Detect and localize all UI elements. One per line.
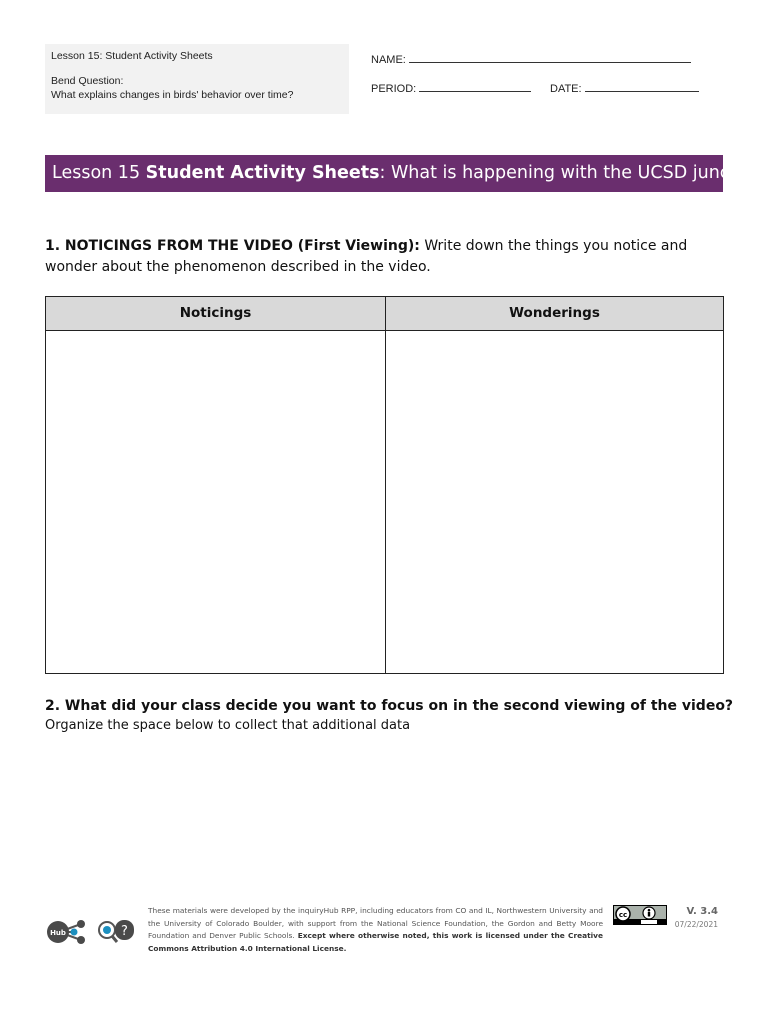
wonderings-header: Wonderings — [386, 297, 723, 331]
cc-by-badge[interactable] — [613, 905, 667, 925]
question-1-text: Write down the things you notice and wonder about the phenomenon described in the video. — [45, 238, 688, 275]
footer-license-text: Except where otherwise noted, this work is licensed under the Creative Commons Attribution 4.0 International License. — [148, 931, 603, 953]
lesson-info-box — [45, 44, 349, 114]
lesson-label: Lesson 15: Student Activity Sheets — [51, 50, 213, 62]
question-2 — [45, 696, 735, 735]
noticings-header: Noticings — [46, 297, 385, 331]
name-field[interactable] — [371, 52, 691, 66]
bend-question-text: What explains changes in birds' behavior over time? — [51, 89, 294, 101]
inquiryhub-logo-icon — [45, 918, 90, 946]
bend-question-label: Bend Question: — [51, 75, 124, 87]
wonderings-cell[interactable] — [386, 331, 723, 673]
footer-credit-text: These materials were developed by the inquiryHub RPP, including educators from CO and IL, Northwestern University and the University of Colorado Boulder, with support from the National Science Foundation, the Gordon and Betty Moore Foundation and Denver Public Schools. — [148, 906, 603, 940]
noticings-wonderings-table — [45, 296, 724, 674]
version-date: 07/22/2021 — [674, 920, 718, 929]
noticings-cell[interactable] — [46, 331, 385, 673]
period-line[interactable] — [419, 81, 531, 92]
svg-text:cc: cc — [618, 911, 628, 919]
footer-credits — [148, 905, 603, 955]
date-label: DATE: — [550, 83, 582, 95]
date-field[interactable] — [550, 81, 699, 95]
svg-text:?: ? — [121, 924, 128, 939]
noticings-column — [46, 297, 386, 673]
question-2-heading: 2. What did your class decide you want to focus on in the second viewing of the video? — [45, 698, 734, 714]
period-label: PERIOD: — [371, 83, 417, 95]
magnifier-question-logo-icon — [96, 918, 136, 946]
version-number: V. 3.4 — [686, 906, 718, 917]
svg-text:Hub: Hub — [50, 929, 66, 937]
version-info — [670, 906, 718, 929]
title-bar — [45, 155, 759, 192]
question-2-subtitle: Organize the space below to collect that additional data — [45, 718, 411, 733]
question-1-heading: 1. NOTICINGS FROM THE VIDEO (First Viewing): — [45, 238, 420, 254]
title-rest: : What is happening with the UCSD juncos? — [379, 163, 759, 183]
title-bold: Student Activity Sheets — [145, 163, 380, 183]
name-label: NAME: — [371, 54, 406, 66]
date-line[interactable] — [585, 81, 699, 92]
period-field[interactable] — [371, 81, 531, 95]
wonderings-column — [386, 297, 723, 673]
data-collection-area[interactable] — [45, 740, 724, 890]
title-lesson: Lesson 15 — [52, 163, 141, 183]
name-line[interactable] — [409, 52, 691, 63]
question-1 — [45, 236, 735, 278]
